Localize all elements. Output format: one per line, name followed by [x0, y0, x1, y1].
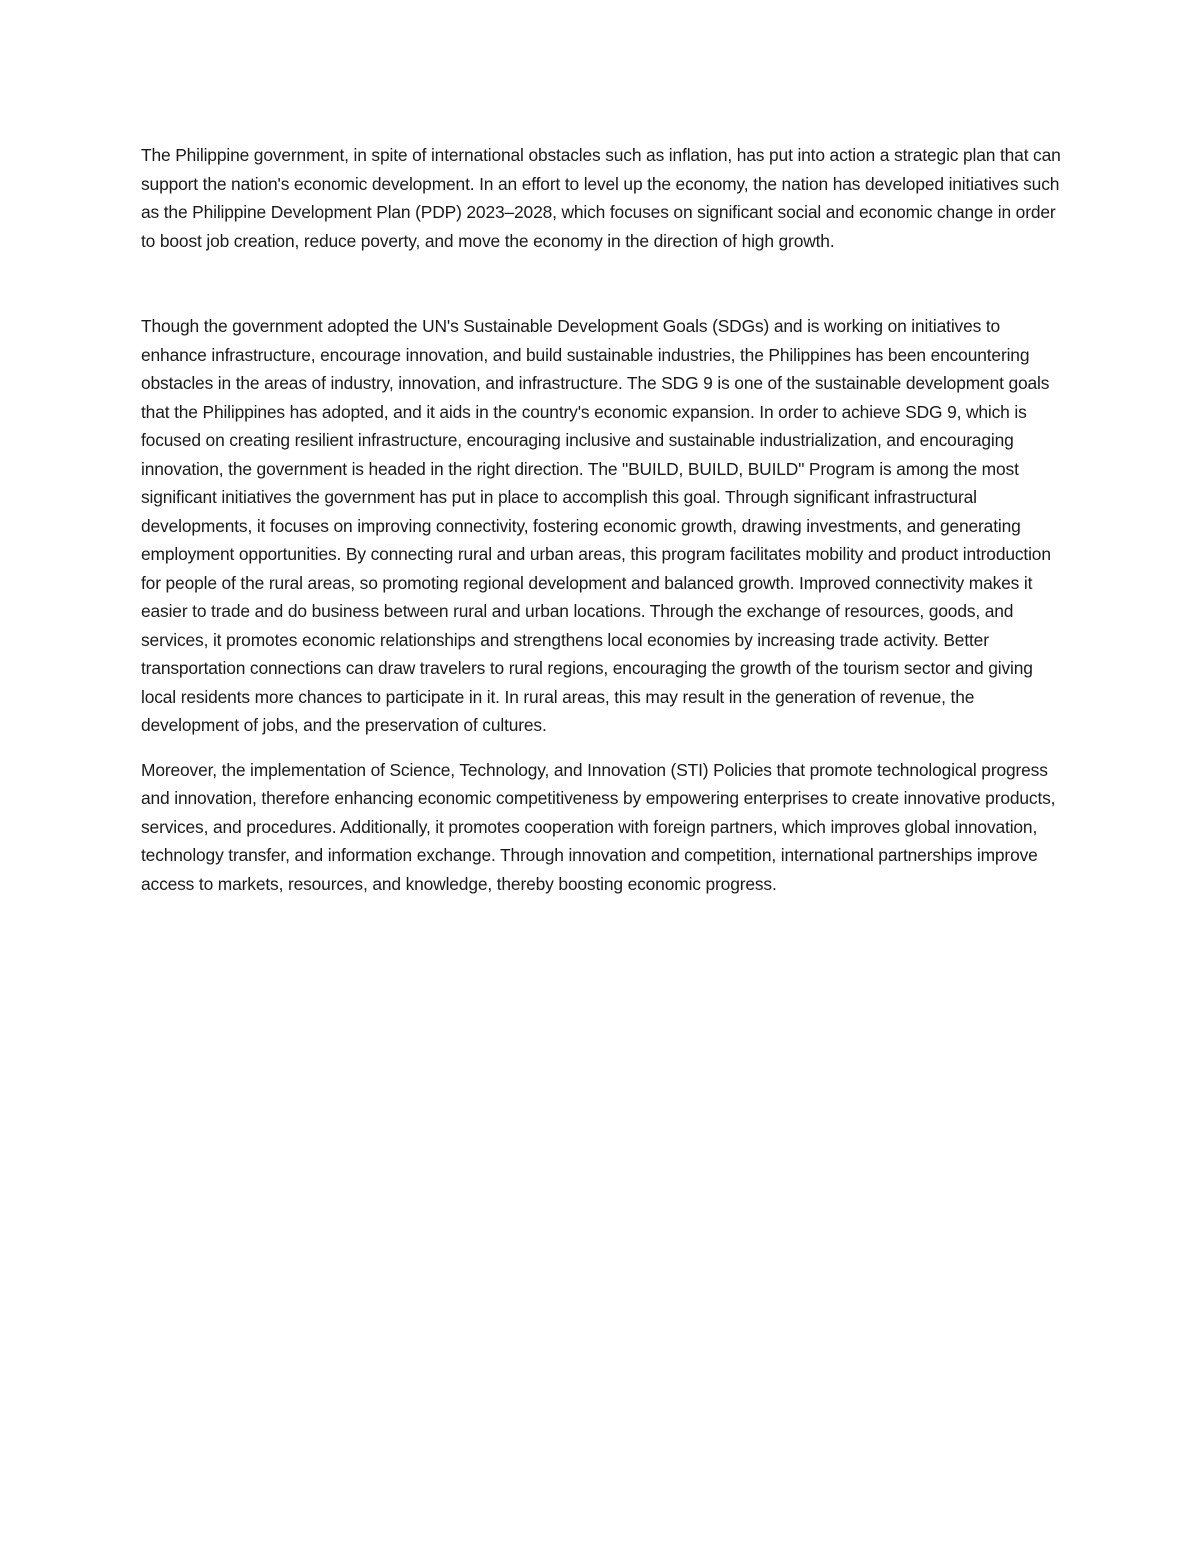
- document-body: [141, 141, 1061, 898]
- paragraph-sdg9: Though the government adopted the UN's Sustainable Development Goals (SDGs) and is working on initiatives to enhance infrastructure, encourage innovation, and build sustainable industries, the Philippines has been encountering obstacles in the areas of industry, innovation, and infrastructure. The SDG 9 is one of the sustainable development goals that the Philippines has adopted, and it aids in the country's economic expansion. In order to achieve SDG 9, which is focused on creating resilient infrastructure, encouraging inclusive and sustainable industrialization, and encouraging innovation, the government is headed in the right direction. The "BUILD, BUILD, BUILD" Program is among the most significant initiatives the government has put in place to accomplish this goal. Through significant infrastructural developments, it focuses on improving connectivity, fostering economic growth, drawing investments, and generating employment opportunities. By connecting rural and urban areas, this program facilitates mobility and product introduction for people of the rural areas, so promoting regional development and balanced growth. Improved connectivity makes it easier to trade and do business between rural and urban locations. Through the exchange of resources, goods, and services, it promotes economic relationships and strengthens local economies by increasing trade activity. Better transportation connections can draw travelers to rural regions, encouraging the growth of the tourism sector and giving local residents more chances to participate in it. In rural areas, this may result in the generation of revenue, the development of jobs, and the preservation of cultures.: [141, 316, 1051, 735]
- paragraph-intro: The Philippine government, in spite of international obstacles such as inflation, has put into action a strategic plan that can support the nation's economic development. In an effort to level up the economy, the nation has developed initiatives such as the Philippine Development Plan (PDP) 2023–2028, which focuses on significant social and economic change in order to boost job creation, reduce poverty, and move the economy in the direction of high growth.: [141, 145, 1061, 251]
- paragraph-sti-policies: Moreover, the implementation of Science, Technology, and Innovation (STI) Policies that promote technological progress and innovation, therefore enhancing economic competitiveness by empowering enterprises to create innovative products, services, and procedures. Additionally, it promotes cooperation with foreign partners, which improves global innovation, technology transfer, and information exchange. Through innovation and competition, international partnerships improve access to markets, resources, and knowledge, thereby boosting economic progress.: [141, 759, 1056, 894]
